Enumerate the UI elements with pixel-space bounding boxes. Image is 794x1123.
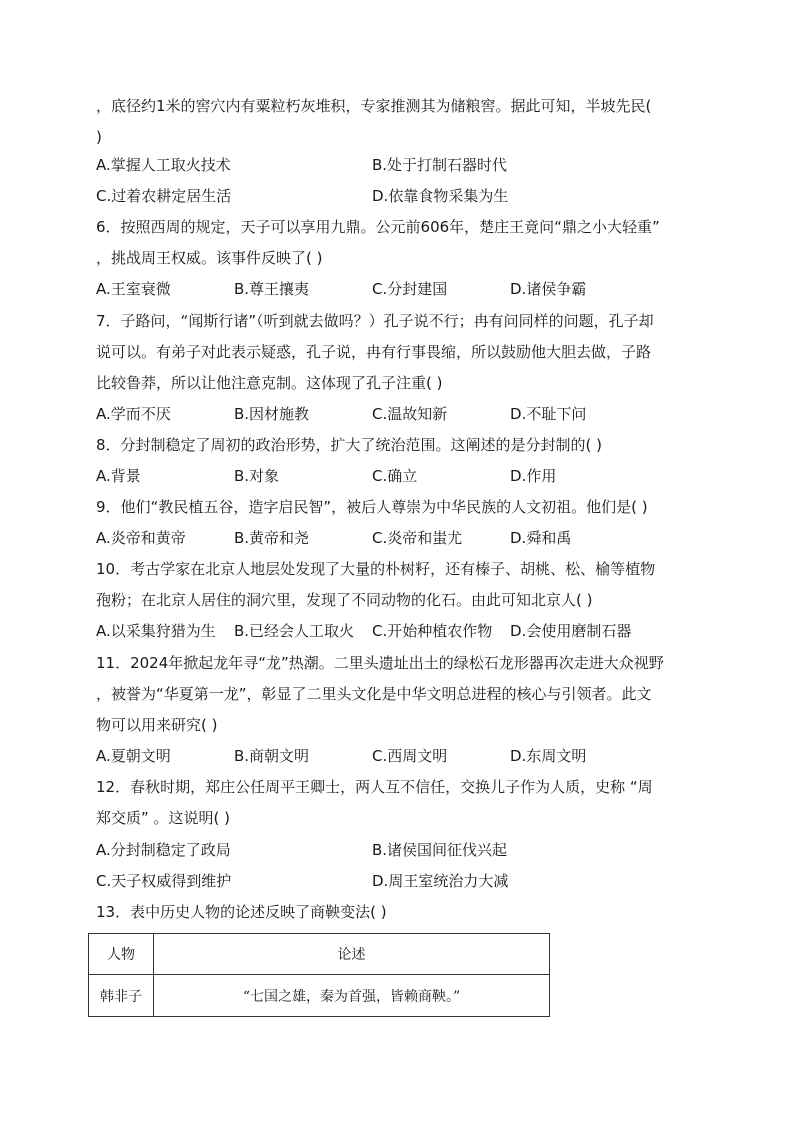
q5-option-c[interactable]: C.过着农耕定居生活 — [96, 187, 232, 205]
q12-option-a[interactable]: A.分封制稳定了政局 — [96, 841, 231, 859]
q7-option-b[interactable]: B.因材施教 — [234, 405, 310, 423]
q8-option-c[interactable]: C.确立 — [372, 467, 418, 485]
q7-stem-line-3: 比较鲁莽，所以让他注意克制。这体现了孔子注重( ) — [96, 374, 443, 392]
q13-stem-line-1: 13．表中历史人物的论述反映了商鞅变法( ) — [96, 903, 387, 921]
q7-stem-line-1: 7．子路问，“闻斯行诸”（听到就去做吗？）孔子说不行；冉有问同样的问题，孔子却 — [96, 312, 654, 330]
q8-option-d[interactable]: D.作用 — [510, 467, 557, 485]
q11-option-d[interactable]: D.东周文明 — [510, 747, 587, 765]
q6-option-c[interactable]: C.分封建国 — [372, 280, 448, 298]
q5-option-b[interactable]: B.处于打制石器时代 — [372, 156, 508, 174]
q7-option-c[interactable]: C.温故知新 — [372, 405, 448, 423]
q9-option-c[interactable]: C.炎帝和蚩尤 — [372, 529, 463, 547]
q7-option-d[interactable]: D.不耻下问 — [510, 405, 587, 423]
q6-option-d[interactable]: D.诸侯争霸 — [510, 280, 587, 298]
q12-option-c[interactable]: C.天子权威得到维护 — [96, 872, 232, 890]
table-cell-person: 韩非子 — [89, 975, 154, 1017]
q5-option-d[interactable]: D.依靠食物采集为生 — [372, 187, 509, 205]
q12-stem-line-1: 12．春秋时期，郑庄公任周平王卿士，两人互不信任，交换儿子作为人质，史称 “周 — [96, 778, 653, 796]
q11-stem-line-2: ，被誉为“华夏第一龙”，彰显了二里头文化是中华文明总进程的核心与引领者。此文 — [96, 685, 652, 703]
table-header-row — [89, 934, 550, 975]
q11-stem-line-3: 物可以用来研究( ) — [96, 716, 218, 734]
q10-option-a[interactable]: A.以采集狩猎为生 — [96, 622, 216, 640]
q12-option-d[interactable]: D.周王室统治力大减 — [372, 872, 509, 890]
q5-stem-line-2: ) — [96, 128, 102, 146]
q10-stem-line-1: 10．考古学家在北京人地层处发现了大量的朴树籽，还有榛子、胡桃、松、榆等植物 — [96, 560, 656, 578]
q13-table — [88, 933, 550, 1017]
q8-stem-line-1: 8．分封制稳定了周初的政治形势，扩大了统治范围。这阐述的是分封制的( ) — [96, 436, 603, 454]
q10-option-b[interactable]: B.已经会人工取火 — [234, 622, 355, 640]
table-row — [89, 975, 550, 1017]
q6-stem-line-2: ，挑战周王权威。该事件反映了( ) — [96, 249, 323, 267]
q12-option-b[interactable]: B.诸侯国间征伐兴起 — [372, 841, 508, 859]
table-cell-statement: “七国之雄，秦为首强，皆赖商鞅。” — [154, 975, 550, 1017]
q11-option-a[interactable]: A.夏朝文明 — [96, 747, 171, 765]
q11-stem-line-1: 11．2024年掀起龙年寻“龙”热潮。二里头遗址出土的绿松石龙形器再次走进大众视野 — [96, 654, 664, 672]
q10-option-d[interactable]: D.会使用磨制石器 — [510, 622, 632, 640]
q5-stem-line-1: ，底径约1米的窖穴内有粟粒朽灰堆积，专家推测其为储粮窖。据此可知，半坡先民( — [96, 97, 652, 115]
q9-stem-line-1: 9．他们“教民植五谷，造字启民智”，被后人尊崇为中华民族的人文初祖。他们是( ) — [96, 498, 648, 516]
q6-stem-line-1: 6．按照西周的规定，天子可以享用九鼎。公元前606年，楚庄王竟问“鼎之小大轻重” — [96, 218, 660, 236]
q9-option-d[interactable]: D.舜和禹 — [510, 529, 572, 547]
q7-stem-line-2: 说可以。有弟子对此表示疑惑，孔子说，冉有行事畏缩，所以鼓励他大胆去做，子路 — [96, 343, 652, 361]
table-header-statement: 论述 — [154, 934, 550, 975]
table-header-person: 人物 — [89, 934, 154, 975]
q9-option-a[interactable]: A.炎帝和黄帝 — [96, 529, 186, 547]
q6-option-a[interactable]: A.王室衰微 — [96, 280, 171, 298]
q5-option-a[interactable]: A.掌握人工取火技术 — [96, 156, 231, 174]
q9-option-b[interactable]: B.黄帝和尧 — [234, 529, 310, 547]
q8-option-a[interactable]: A.背景 — [96, 467, 141, 485]
q10-option-c[interactable]: C.开始种植农作物 — [372, 622, 493, 640]
q11-option-b[interactable]: B.商朝文明 — [234, 747, 310, 765]
q12-stem-line-2: 郑交质” 。这说明( ) — [96, 809, 231, 827]
q6-option-b[interactable]: B.尊王攘夷 — [234, 280, 310, 298]
q8-option-b[interactable]: B.对象 — [234, 467, 280, 485]
q11-option-c[interactable]: C.西周文明 — [372, 747, 448, 765]
q7-option-a[interactable]: A.学而不厌 — [96, 405, 171, 423]
q10-stem-line-2: 孢粉；在北京人居住的洞穴里，发现了不同动物的化石。由此可知北京人( ) — [96, 591, 593, 609]
